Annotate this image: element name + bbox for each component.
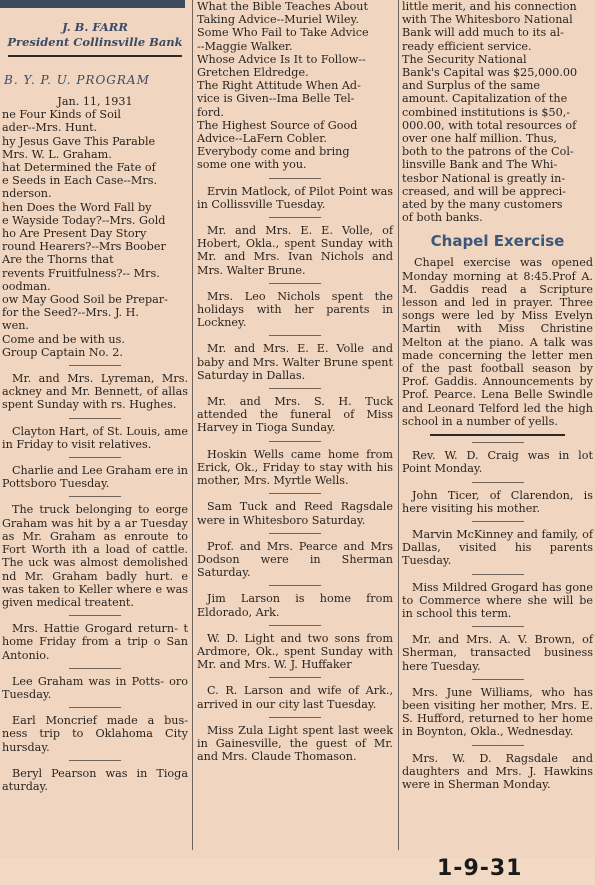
item-separator [269,441,321,442]
program-list [0,108,190,359]
text-line: little merit, and his connection [402,0,577,13]
text-line: The Highest Source of Good [197,118,358,132]
farr-caption [0,20,190,50]
text-line: wen. [2,319,29,333]
date-stamp: 1-9-31 [437,856,523,881]
text-line: Taking Advice--Muriel Wiley. [197,13,359,27]
news-item: Mrs. Hattie Grogard return- t home Friday from a trip o San Antonio. [2,622,188,662]
top-bar [0,0,185,8]
news-item: Lee Graham was in Potts- oro Tuesday. [2,674,188,701]
item-separator [269,283,321,284]
news-item: Earl Moncrief made a bus- ness trip to Oklahoma City hursday. [2,714,188,754]
item-separator [269,677,321,678]
text-line: creased, and will be appreci- [402,184,566,198]
text-line: for the Seed?--Mrs. J. H. [2,306,139,320]
news-items-middle [195,178,395,764]
news-item: Hoskin Wells came home from Erick, Ok., Friday to stay with his mother, Mrs. Myrtle Wells. [197,447,393,488]
item-separator [269,388,321,389]
item-separator [472,574,524,575]
text-line: hat Determined the Fate of [2,161,156,175]
text-line: hen Does the Word Fall by [2,200,152,214]
text-line: Everybody come and bring [197,145,350,159]
news-item: Mr. and Mrs. S. H. Tuck attended the funeral of Miss Harvey in Tioga Sunday. [197,395,393,435]
text-line: ford. [197,105,224,119]
text-line: Group Captain No. 2. [2,345,123,359]
text-line: ated by the many customers [402,198,563,212]
news-item: Clayton Hart, of St. Louis, ame in Friday to visit relatives. [2,424,188,451]
divider-rule [8,55,182,57]
text-line: The Right Attitude When Ad- [197,79,361,93]
text-line: Gretchen Eldredge. [197,66,309,80]
text-line: The Security National [402,52,527,66]
item-separator [269,335,321,336]
news-item: Mrs. Leo Nichols spent the holidays with her parents in Lockney. [197,289,393,330]
item-separator [472,745,524,746]
text-line: --Maggie Walker. [197,39,293,53]
item-separator [472,679,524,680]
chapel-heading: Chapel Exercise [430,232,565,251]
news-item: Mr. and Mrs. Lyreman, Mrs. ackney and Mr. Bennett, of allas spent Sunday with rs. Hughes. [2,372,188,412]
news-item: C. R. Larson and wife of Ark., arrived in our city last Tuesday. [197,684,393,711]
news-item: Ervin Matlock, of Pilot Point was in Collissville Tuesday. [197,184,393,211]
item-separator [69,668,121,669]
text-line: both to the patrons of the Col- [402,145,574,159]
text-line: Mrs. W. L. Graham. [2,147,112,161]
text-line: e Wayside Today?--Mrs. Gold [2,213,166,227]
news-item: Prof. and Mrs. Pearce and Mrs Dodson were in Sherman Saturday. [197,539,393,580]
bank-article [400,0,595,224]
byp-heading: B. Y. P. U. PROGRAM [4,73,150,87]
item-separator [69,496,121,497]
text-line: Come and be with us. [2,332,125,346]
divider-rule [430,434,565,436]
column-right [400,0,595,850]
item-separator [472,482,524,483]
text-line: Advice--LaFern Cobler. [197,132,327,146]
text-line: with The Whitesboro National [402,13,573,27]
text-line: ready efficient service. [402,39,532,53]
item-separator [269,493,321,494]
text-line: Are the Thorns that [2,253,114,267]
chapel-text: Chapel exercise was opened Monday morning at 8:45.Prof A. M. Gaddis read a Scripture lesson and led in prayer. Three songs were led by Miss Evelyn Martin with Miss Christine Melton at the piano. A talk was made concerning the letter men of the past football season by Prof. Gaddis. Announcements by Prof. Pearce. Lena Belle Swindle and Leonard Telford led the high school in a number of yells. [402,256,593,428]
text-line: tesbor National is greatly in- [402,171,566,185]
news-item: Marvin McKinney and family, of Dallas, visited his parents Tuesday. [402,527,593,568]
item-separator [69,615,121,616]
item-separator [472,442,524,443]
column-rule [192,0,193,850]
news-item: Mr. and Mrs. E. E. Volle and baby and Mrs. Walter Brune spent Saturday in Dallas. [197,342,393,382]
item-separator [269,717,321,718]
text-line: round Hearers?--Mrs Boober [2,240,166,254]
news-item: Rev. W. D. Craig was in lot Point Monday. [402,449,593,476]
item-separator [472,521,524,522]
column-rule [398,0,399,850]
text-line: Some Who Fail to Take Advice [197,26,369,40]
column-left [0,0,190,855]
program-continued [195,0,395,172]
item-separator [269,178,321,179]
item-separator [269,533,321,534]
text-line: and Surplus of the same [402,79,541,93]
news-item: Mr. and Mrs. A. V. Brown, of Sherman, transacted business here Tuesday. [402,633,593,673]
item-separator [269,625,321,626]
farr-title: President Collinsville Bank [7,35,183,49]
news-item: The truck belonging to eorge Graham was hit by a ar Tuesday as Mr. Graham as enroute to Fort Worth ith a load of cattle. The uck was almost demolished nd Mr. Graham badly hurt. e was taken to Keller where e was given medical treatent. [2,503,188,609]
text-line: of both banks. [402,211,483,225]
news-item: Beryl Pearson was in Tioga aturday. [2,766,188,793]
text-line: combined institutions is $50,- [402,105,571,119]
item-separator [69,418,121,419]
news-item: Mrs. W. D. Ragsdale and daughters and Mrs. J. Hawkins were in Sherman Monday. [402,751,593,791]
news-item: Mr. and Mrs. E. E. Volle, of Hobert, Okla., spent Sunday with Mr. and Mrs. Ivan Nichols and Mrs. Walter Brune. [197,224,393,277]
text-line: hy Jesus Gave This Parable [2,134,156,148]
news-items-left [0,365,190,793]
text-line: ow May Good Soil be Prepar- [2,293,168,307]
news-item: W. D. Light and two sons from Ardmore, Ok., spent Sunday with Mr. and Mrs. W. J. Huffaker [197,631,393,672]
text-line: revents Fruitfulness?-- Mrs. [2,266,160,280]
text-line: Whose Advice Is It to Follow-- [197,52,366,66]
item-separator [472,626,524,627]
news-items-right [400,442,595,791]
news-item: Miss Mildred Grogard has gone to Commerce where she will be in school this term. [402,580,593,620]
news-item: John Ticer, of Clarendon, is here visiting his mother. [402,488,593,515]
item-separator [269,585,321,586]
text-line: ne Four Kinds of Soil [2,108,121,122]
item-separator [69,760,121,761]
text-line: ho Are Present Day Story [2,227,147,241]
text-line: What the Bible Teaches About [197,0,368,13]
news-item: Miss Zula Light spent last week in Gainesville, the guest of Mr. and Mrs. Claude Thomason. [197,723,393,764]
text-line: Bank will add much to its al- [402,26,564,40]
text-line: over one half million. Thus, [402,132,557,146]
text-line: linsville Bank and The Whi- [402,158,558,172]
item-separator [269,217,321,218]
news-item: Charlie and Lee Graham ere in Pottsboro Tuesday. [2,464,188,491]
text-line: some one with you. [197,158,307,172]
column-middle [195,0,395,850]
text-line: Bank's Capital was $25,000.00 [402,66,578,80]
text-line: e Seeds in Each Case--Mrs. [2,174,157,188]
news-item: Sam Tuck and Reed Ragsdale were in Whitesboro Saturday. [197,500,393,527]
text-line: oodman. [2,279,51,293]
news-item: Mrs. June Williams, who has been visiting her mother, Mrs. E. S. Hufford, returned to her home in Boynton, Okla., Wednesday. [402,685,593,739]
news-item: Jim Larson is home from Eldorado, Ark. [197,592,393,619]
item-separator [69,457,121,458]
text-line: amount. Capitalization of the [402,92,568,106]
text-line: 000.00, with total resources of [402,118,577,132]
text-line: ader--Mrs. Hunt. [2,121,98,135]
item-separator [69,365,121,366]
text-line: vice is Given--Ima Belle Tel- [197,92,355,106]
item-separator [69,707,121,708]
farr-name: J. B. FARR [62,20,128,34]
program-date: Jan. 11, 1931 [57,95,133,108]
text-line: nderson. [2,187,52,201]
